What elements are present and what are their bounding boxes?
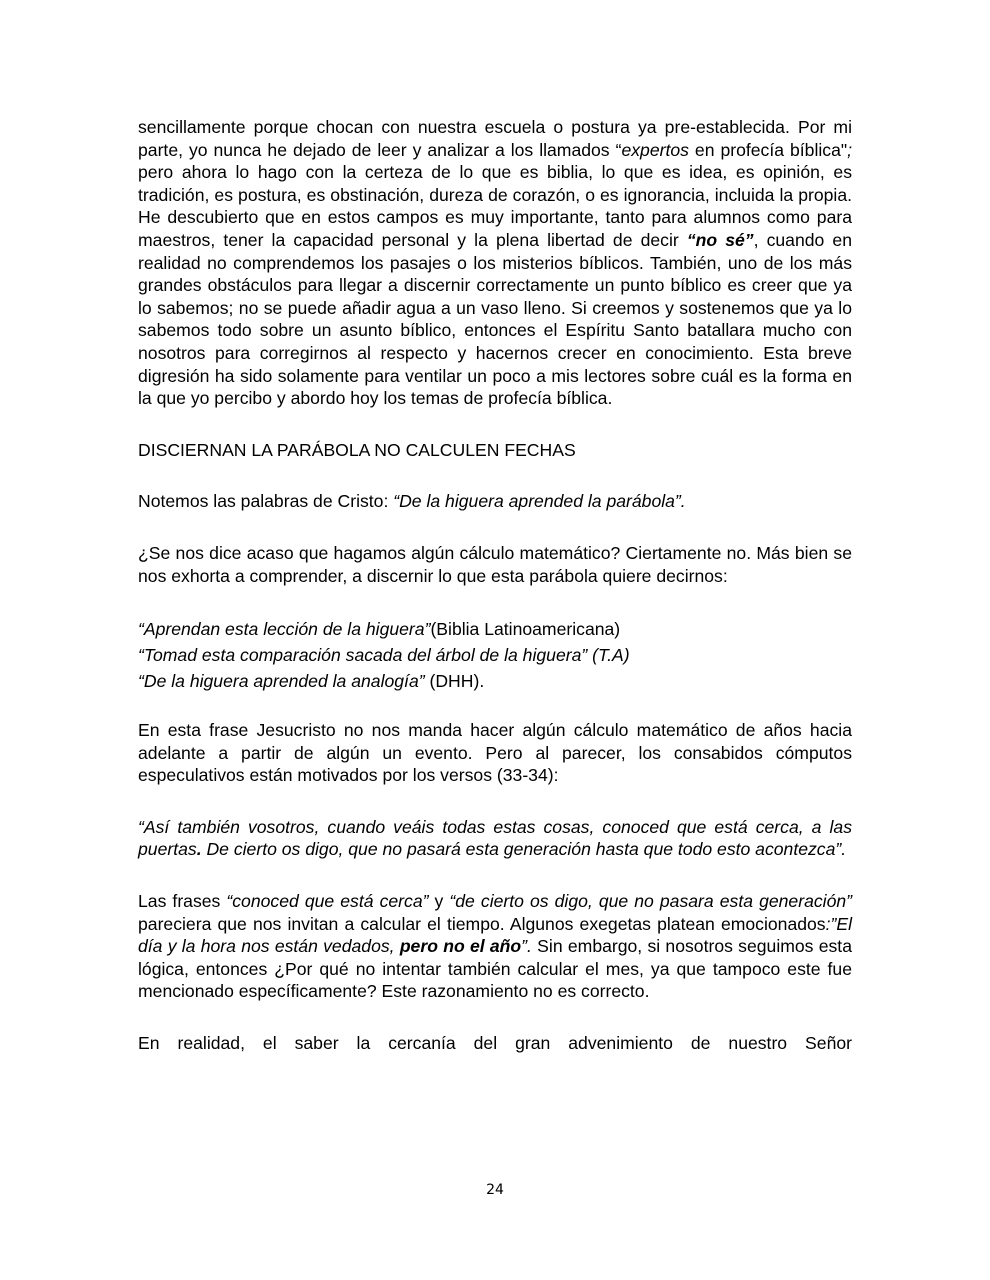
text-span: (DHH). [424, 671, 485, 692]
bold-italic-span: pero no el año [399, 936, 522, 957]
paragraph-frases [138, 890, 852, 1003]
quote-line [138, 668, 852, 694]
paragraph-intro [138, 116, 852, 410]
text-span: De cierto os digo, que no pasará esta generación hasta que todo esto acontezca”. [201, 839, 847, 860]
italic-span: “De la higuera aprended la analogía” [138, 671, 425, 692]
text-span: en profecía bíblica" [688, 139, 848, 160]
bold-italic-span: “no sé” [686, 229, 754, 250]
text-span: y [428, 891, 450, 912]
text-span: Las frases [138, 891, 227, 912]
italic-span: ; [847, 139, 852, 160]
bold-span: . [196, 839, 202, 860]
italic-span: “Tomad esta comparación sacada del árbol de la higuera” (T.A) [138, 645, 630, 666]
paragraph-verse [138, 816, 852, 861]
text-span: Sin embargo, si nosotros seguimos esta lógica, entonces ¿Por qué no intentar también calcular el mes, ya que tampoco este fue mencionado específicamente? Este razonamiento no es correcto. [138, 936, 852, 1002]
page-number: 24 [486, 1182, 504, 1198]
paragraph-realidad: En realidad, el saber la cercanía del gran advenimiento de nuestro Señor [138, 1033, 852, 1054]
section-heading: DISCIERNAN LA PARÁBOLA NO CALCULEN FECHAS [138, 439, 576, 460]
italic-span: expertos [621, 139, 689, 160]
quote-line [138, 616, 852, 642]
text-span: , cuando en realidad no comprendemos los pasajes o los misterios bíblicos. También, uno de los más grandes obstáculos para llegar a discernir correctamente un punto bíblico es creer que ya lo sabemos; no se puede añadir agua a un vaso lleno. Si creemos y sostenemos que ya lo sabemos todo sobre un asunto bíblico, entonces el Espíritu Santo batallara mucho con nosotros para corregirnos al respecto y hacernos crecer en conocimiento. Esta breve digresión ha sido solamente para ventilar un poco a mis lectores sobre cuál es la forma en la que yo percibo y abordo hoy los temas de profecía bíblica. [138, 229, 852, 409]
text-span: pareciera que nos invitan a calcular el tiempo. Algunos exegetas platean emocionados [138, 913, 826, 934]
text-span: sencillamente porque chocan con nuestra escuela o postura ya pre-establecida. Por mi parte, yo nunca he dejado de leer y analizar a los llamados “ [138, 117, 852, 160]
text-span: (Biblia Latinoamericana) [430, 619, 621, 640]
paragraph-jesucristo: En esta frase Jesucristo no nos manda hacer algún cálculo matemático de años hacia adelante a partir de algún un evento. Pero al parecer, los consabidos cómputos especulativos están motivados por los versos (33-34): [138, 720, 852, 786]
italic-span: “de cierto os digo, que no pasara esta generación” [449, 891, 852, 912]
paragraph-notemos [138, 490, 852, 513]
italic-span: :”El día y la hora nos están vedados, [138, 913, 852, 957]
text-span: Notemos las palabras de Cristo: [138, 491, 394, 512]
quote-line [138, 642, 852, 668]
text-span: pero ahora lo hago con la certeza de lo que es biblia, lo que es idea, es opinión, es tradición, es postura, es obstinación, dureza de corazón, o es ignorancia, incluida la propia. He descubierto que en estos campos es muy importante, tanto para alumnos como para maestros, tener la capacidad personal y la plena libertad de decir [138, 162, 852, 250]
paragraph-question: ¿Se nos dice acaso que hagamos algún cálculo matemático? Ciertamente no. Más bien se nos exhorta a comprender, a discernir lo que esta parábola quiere decirnos: [138, 542, 852, 586]
text-span: “Así también vosotros, cuando veáis todas estas cosas, conoced que está cerca, a las puertas [138, 816, 852, 860]
italic-span: “conoced que está cerca” [226, 891, 429, 912]
italic-span: ”. [521, 936, 532, 957]
italic-span: “Aprendan esta lección de la higuera” [138, 619, 431, 640]
page-body [138, 116, 852, 1055]
italic-span: “De la higuera aprended la parábola”. [393, 491, 686, 512]
quote-list [138, 616, 852, 694]
